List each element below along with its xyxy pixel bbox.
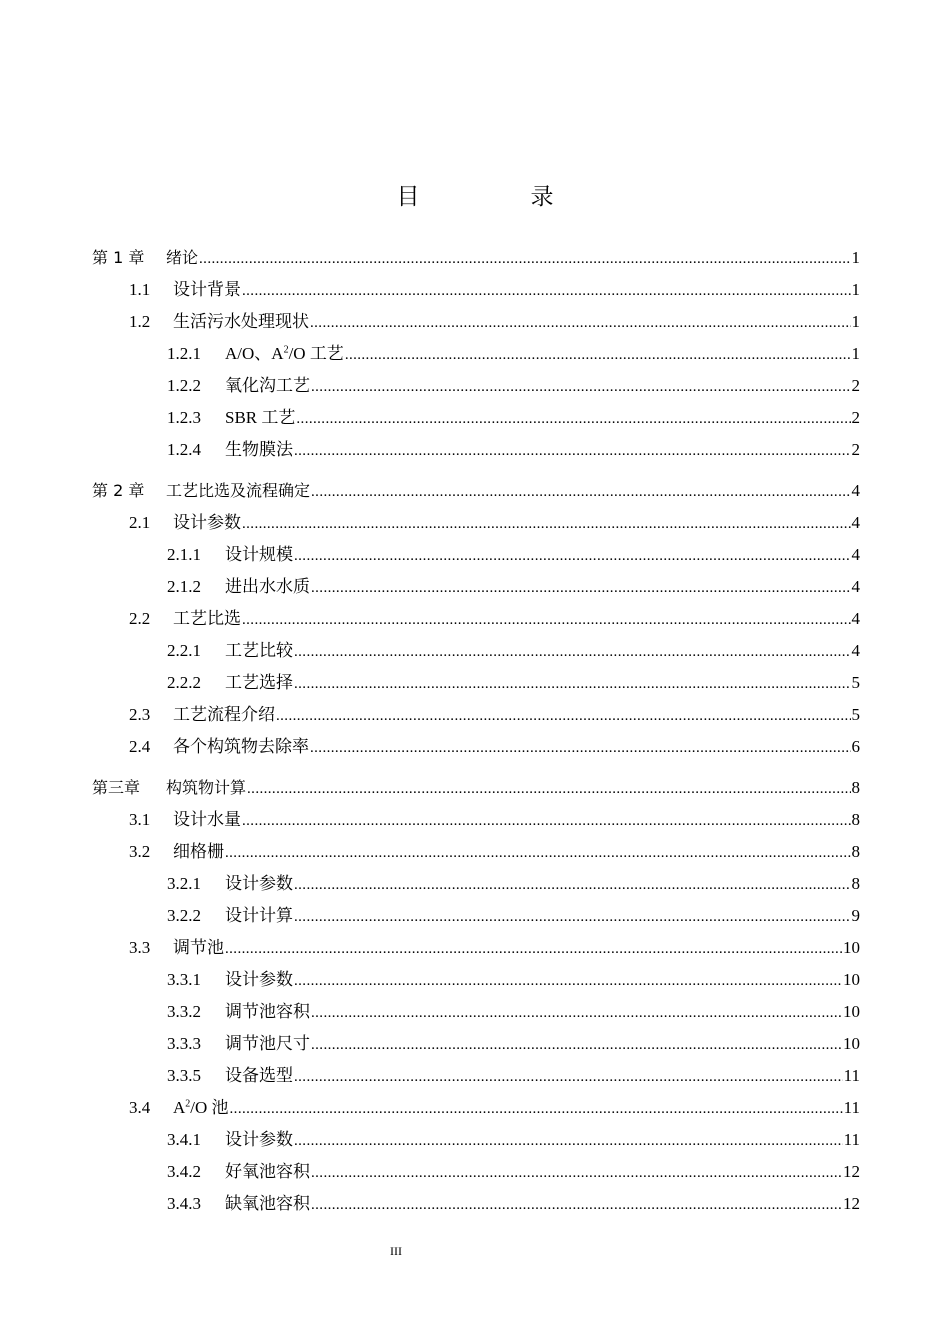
toc-entry-number: 2.3	[129, 705, 151, 724]
toc-entry-page: 8	[851, 778, 860, 797]
toc-entry-title: 设计参数	[225, 874, 293, 893]
page-number-footer: III	[390, 1244, 402, 1258]
toc-entry-page: 2	[851, 440, 860, 459]
toc-entry-page: 11	[843, 1130, 860, 1149]
toc-entry-number: 3.2.2	[167, 906, 201, 925]
toc-entry-page: 10	[843, 1034, 860, 1053]
toc-entry-title: 工艺选择	[225, 673, 293, 692]
dot-leader	[242, 508, 851, 540]
toc-entry[interactable]	[92, 772, 860, 804]
toc-entry-number: 3.3	[129, 938, 151, 957]
dot-leader	[242, 805, 851, 837]
toc-entry-title: 各个构筑物去除率	[173, 737, 309, 756]
toc-entry[interactable]	[92, 1124, 860, 1156]
toc-entry-title: 设计计算	[225, 906, 293, 925]
toc-entry-number: 2.4	[129, 737, 151, 756]
toc-entry[interactable]	[92, 475, 860, 507]
toc-entry[interactable]	[92, 402, 860, 434]
toc-entry[interactable]	[92, 900, 860, 932]
toc-entry-number: 1.2.2	[167, 376, 201, 395]
toc-entry-number: 2.1	[129, 513, 151, 532]
dot-leader	[311, 371, 851, 403]
toc-entry-page: 5	[851, 705, 860, 724]
toc-entry-page: 12	[843, 1162, 860, 1181]
toc-entry[interactable]	[92, 539, 860, 571]
toc-entry-title: 设计参数	[225, 970, 293, 989]
dot-leader	[294, 1125, 843, 1157]
toc-entry-number: 3.3.2	[167, 1002, 201, 1021]
dot-leader	[247, 773, 850, 805]
toc-entry-title: 设计水量	[173, 810, 241, 829]
toc-entry-title: 调节池尺寸	[225, 1034, 310, 1053]
toc-entry-page: 4	[851, 577, 860, 596]
toc-entry-page: 8	[851, 842, 860, 861]
dot-leader	[296, 403, 850, 435]
toc-entry[interactable]	[92, 338, 860, 370]
toc-entry-page: 2	[851, 408, 860, 427]
dot-leader	[294, 869, 851, 901]
toc-entry-number: 2.2.1	[167, 641, 201, 660]
toc-entry-title: 设计规模	[225, 545, 293, 564]
toc-entry[interactable]	[92, 274, 860, 306]
dot-leader	[294, 636, 851, 668]
toc-entry-number: 3.3.1	[167, 970, 201, 989]
dot-leader	[276, 700, 851, 732]
toc-entry-page: 12	[843, 1194, 860, 1213]
toc-entry[interactable]	[92, 964, 860, 996]
toc-entry-title: 设计背景	[173, 280, 241, 299]
toc-entry[interactable]	[92, 1092, 860, 1124]
toc-entry-title: 氧化沟工艺	[225, 376, 310, 395]
toc-entry[interactable]	[92, 603, 860, 635]
toc-entry-title: 设计参数	[225, 1130, 293, 1149]
dot-leader	[242, 604, 851, 636]
toc-entry-number: 第三章	[92, 778, 141, 797]
toc-entry-page: 10	[843, 970, 860, 989]
dot-leader	[311, 476, 850, 508]
dot-leader	[310, 307, 851, 339]
dot-leader	[311, 572, 851, 604]
toc-entry[interactable]	[92, 1188, 860, 1220]
toc-entry-title: 设备选型	[225, 1066, 293, 1085]
toc-entry-title: 工艺比较	[225, 641, 293, 660]
toc-entry-number: 1.2.1	[167, 344, 201, 363]
toc-entry-number: 3.1	[129, 810, 151, 829]
dot-leader	[225, 837, 851, 869]
toc-entry-page: 2	[851, 376, 860, 395]
toc-entry[interactable]	[92, 996, 860, 1028]
toc-entry-number: 1.1	[129, 280, 151, 299]
toc-entry[interactable]	[92, 868, 860, 900]
toc-entry-page: 4	[851, 545, 860, 564]
dot-leader	[311, 1189, 842, 1221]
toc-entry-number: 2.2.2	[167, 673, 201, 692]
toc-entry-title: SBR 工艺	[225, 408, 296, 427]
toc-entry-number: 2.1.2	[167, 577, 201, 596]
dot-leader	[225, 933, 842, 965]
toc-entry-page: 1	[851, 248, 860, 267]
toc-entry-page: 10	[843, 938, 860, 957]
toc-entry-number: 3.4.2	[167, 1162, 201, 1181]
toc-entry-page: 1	[851, 344, 860, 363]
toc-entry[interactable]	[92, 635, 860, 667]
toc-entry-title: 设计参数	[173, 513, 241, 532]
toc-entry-number: 3.2.1	[167, 874, 201, 893]
toc-entry[interactable]	[92, 932, 860, 964]
dot-leader	[294, 435, 851, 467]
toc-entry[interactable]	[92, 242, 860, 274]
toc-entry-title: 工艺流程介绍	[173, 705, 275, 724]
toc-entry-title: A/O、$A^2/O$ 工艺	[225, 344, 344, 363]
toc-entry-page: 8	[851, 874, 860, 893]
dot-leader	[230, 1093, 843, 1125]
toc-entry-number: 1.2.3	[167, 408, 201, 427]
dot-leader	[294, 901, 851, 933]
toc-entry[interactable]	[92, 507, 860, 539]
toc-entry-page: 8	[851, 810, 860, 829]
toc-entry-title: 细格栅	[173, 842, 224, 861]
toc-entry[interactable]	[92, 836, 860, 868]
toc-entry-number: 2.1.1	[167, 545, 201, 564]
toc-entry-number: 2.2	[129, 609, 151, 628]
toc-entry[interactable]	[92, 667, 860, 699]
dot-leader	[294, 540, 851, 572]
toc-entry-page: 11	[843, 1098, 860, 1117]
dot-leader	[345, 339, 851, 371]
toc-entry-title: 生活污水处理现状	[173, 312, 309, 331]
toc-entry[interactable]	[92, 571, 860, 603]
toc-entry-number: 3.4	[129, 1098, 151, 1117]
toc-entry[interactable]	[92, 699, 860, 731]
toc-entry-number: 3.3.3	[167, 1034, 201, 1053]
toc-entry-title: 工艺比选及流程确定	[166, 481, 311, 500]
toc-entry-page: 4	[851, 609, 860, 628]
toc-entry-number: 1.2.4	[167, 440, 201, 459]
dot-leader	[294, 965, 842, 997]
toc-entry[interactable]	[92, 434, 860, 466]
dot-leader	[242, 275, 851, 307]
dot-leader	[199, 243, 850, 275]
toc-entry-page: 4	[851, 641, 860, 660]
toc-entry-number: 第 2 章	[92, 481, 145, 500]
toc-entry-title: 调节池容积	[225, 1002, 310, 1021]
toc-entry-page: 11	[843, 1066, 860, 1085]
toc-entry-number: 3.2	[129, 842, 151, 861]
toc-entry-page: 4	[851, 513, 860, 532]
toc-entry-title: 工艺比选	[173, 609, 241, 628]
toc-entry-title: $A^2/O$ 池	[173, 1098, 229, 1117]
toc-entry-number: 第 1 章	[92, 248, 145, 267]
dot-leader	[310, 732, 851, 764]
toc-entry-page: 5	[851, 673, 860, 692]
dot-leader	[311, 1157, 842, 1189]
toc-entry-title: 生物膜法	[225, 440, 293, 459]
toc-entry-title: 进出水水质	[225, 577, 310, 596]
dot-leader	[294, 668, 851, 700]
toc-entry-title: 调节池	[173, 938, 224, 957]
toc-entry[interactable]	[92, 1028, 860, 1060]
toc-entry-number: 1.2	[129, 312, 151, 331]
toc-entry[interactable]	[92, 804, 860, 836]
toc-entry-page: 1	[851, 312, 860, 331]
toc-entry-number: 3.4.3	[167, 1194, 201, 1213]
toc-entry-page: 1	[851, 280, 860, 299]
toc-entry[interactable]	[92, 1156, 860, 1188]
toc-entry-number: 3.3.5	[167, 1066, 201, 1085]
toc-entry-title: 构筑物计算	[166, 778, 247, 797]
toc-entry[interactable]	[92, 306, 860, 338]
toc-entry-title: 缺氧池容积	[225, 1194, 310, 1213]
toc-entry-title: 好氧池容积	[225, 1162, 310, 1181]
toc-entry-page: 9	[851, 906, 860, 925]
dot-leader	[294, 1061, 843, 1093]
toc-title: 目 录	[396, 184, 598, 210]
dot-leader	[311, 1029, 842, 1061]
toc-entry-page: 4	[851, 481, 860, 500]
toc-entry-page: 6	[851, 737, 860, 756]
toc-entry[interactable]	[92, 1060, 860, 1092]
toc-entry-number: 3.4.1	[167, 1130, 201, 1149]
table-of-contents	[92, 242, 860, 1220]
toc-entry-title: 绪论	[166, 248, 199, 267]
dot-leader	[311, 997, 842, 1029]
toc-entry[interactable]	[92, 731, 860, 763]
toc-entry-page: 10	[843, 1002, 860, 1021]
toc-entry[interactable]	[92, 370, 860, 402]
